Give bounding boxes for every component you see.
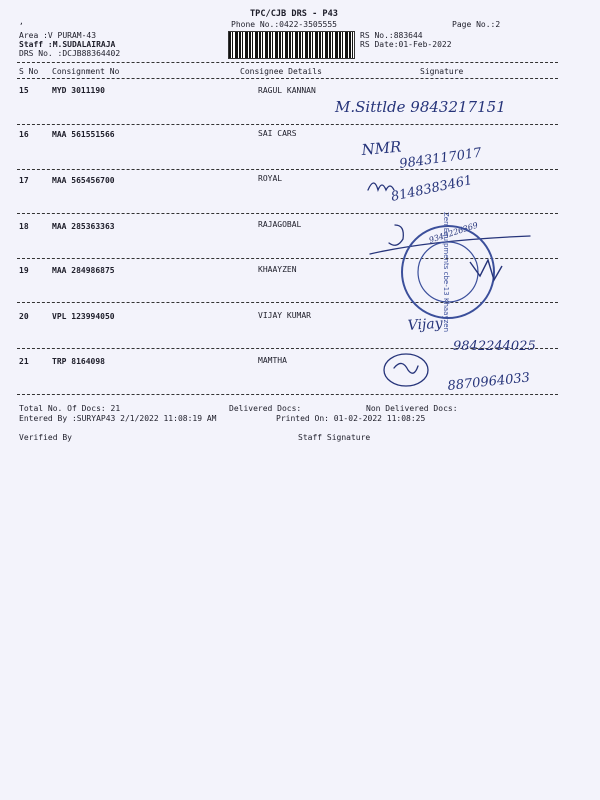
rs-date: RS Date:01-Feb-2022 [360, 40, 452, 49]
row-sno: 21 [19, 357, 29, 366]
total-docs: Total No. Of Docs: 21 [19, 404, 121, 413]
row-consignee: RAGUL KANNAN [258, 86, 316, 95]
row-consignee: MAMTHA [258, 356, 287, 365]
printed-on: Printed On: 01-02-2022 11:08:25 [276, 414, 426, 423]
row-consignee: RAJAGOBAL [258, 220, 302, 229]
rs-number: RS No.:883644 [360, 31, 423, 40]
page-number: Page No.:2 [452, 20, 501, 29]
drs-number: DRS No. :DCJB88364402 [19, 49, 121, 58]
signature-row-16-name: NMR [360, 137, 402, 159]
signature-row-16-phone: 9843117017 [398, 145, 483, 172]
signature-row-18-note: 9343226369 [427, 220, 480, 245]
document-title: TPC/CJB DRS - P43 [250, 9, 338, 19]
column-header-consignment: Consignment No [52, 67, 120, 76]
row-sno: 17 [19, 176, 29, 185]
signature-row-15: M.Sittlde 9843217151 [335, 98, 506, 116]
column-header-consignee: Consignee Details [240, 67, 322, 76]
row-consignee: KHAAYZEN [258, 265, 297, 274]
corner-mark: , [19, 17, 24, 26]
row-sno: 20 [19, 312, 29, 321]
row-consignment: MAA 561551566 [52, 130, 115, 139]
row-consignment: VPL 123994050 [52, 312, 115, 321]
area-label: Area :V PURAM-43 [19, 31, 97, 40]
signature-scribble-row-17 [368, 183, 394, 190]
row-consignment: MAA 285363363 [52, 222, 115, 231]
signature-row-17-phone: 8148383461 [389, 173, 474, 205]
staff-label: Staff :M.SUDALAIRAJA [19, 40, 116, 49]
row-sno: 15 [19, 86, 29, 95]
column-header-sno: S No [19, 67, 39, 76]
non-delivered-docs: Non Delivered Docs: [366, 404, 458, 413]
row-consignment: MAA 284986875 [52, 266, 115, 275]
row-sno: 19 [19, 266, 29, 275]
signature-circle-row-21 [384, 354, 428, 386]
row-consignee: VIJAY KUMAR [258, 311, 311, 320]
row-sno: 16 [19, 130, 29, 139]
phone-number: Phone No.:0422-3505555 [231, 20, 337, 29]
verified-by: Verified By [19, 433, 72, 442]
row-sno: 18 [19, 222, 29, 231]
column-header-signature: Signature [420, 67, 464, 76]
signature-row-21-phone: 8870964033 [446, 370, 531, 394]
delivered-docs: Delivered Docs: [229, 404, 302, 413]
row-consignment: MYD 3011190 [52, 86, 105, 95]
entered-by: Entered By :SURYAP43 2/1/2022 11:08:19 AM [19, 414, 217, 423]
row-consignee: SAI CARS [258, 129, 297, 138]
signature-stroke [389, 225, 403, 245]
row-consignee: ROYAL [258, 174, 283, 183]
signature-stroke [394, 363, 418, 373]
row-consignment: TRP 8164098 [52, 357, 105, 366]
signature-row-20-name: Vijay [407, 315, 444, 334]
staff-signature: Staff Signature [298, 433, 371, 442]
stamp-text: Zen Equipments cbe-13 Khaayzen [442, 211, 450, 333]
row-consignment: MAA 565456700 [52, 176, 115, 185]
signature-row-20-phone: 9842244025 [453, 339, 536, 354]
